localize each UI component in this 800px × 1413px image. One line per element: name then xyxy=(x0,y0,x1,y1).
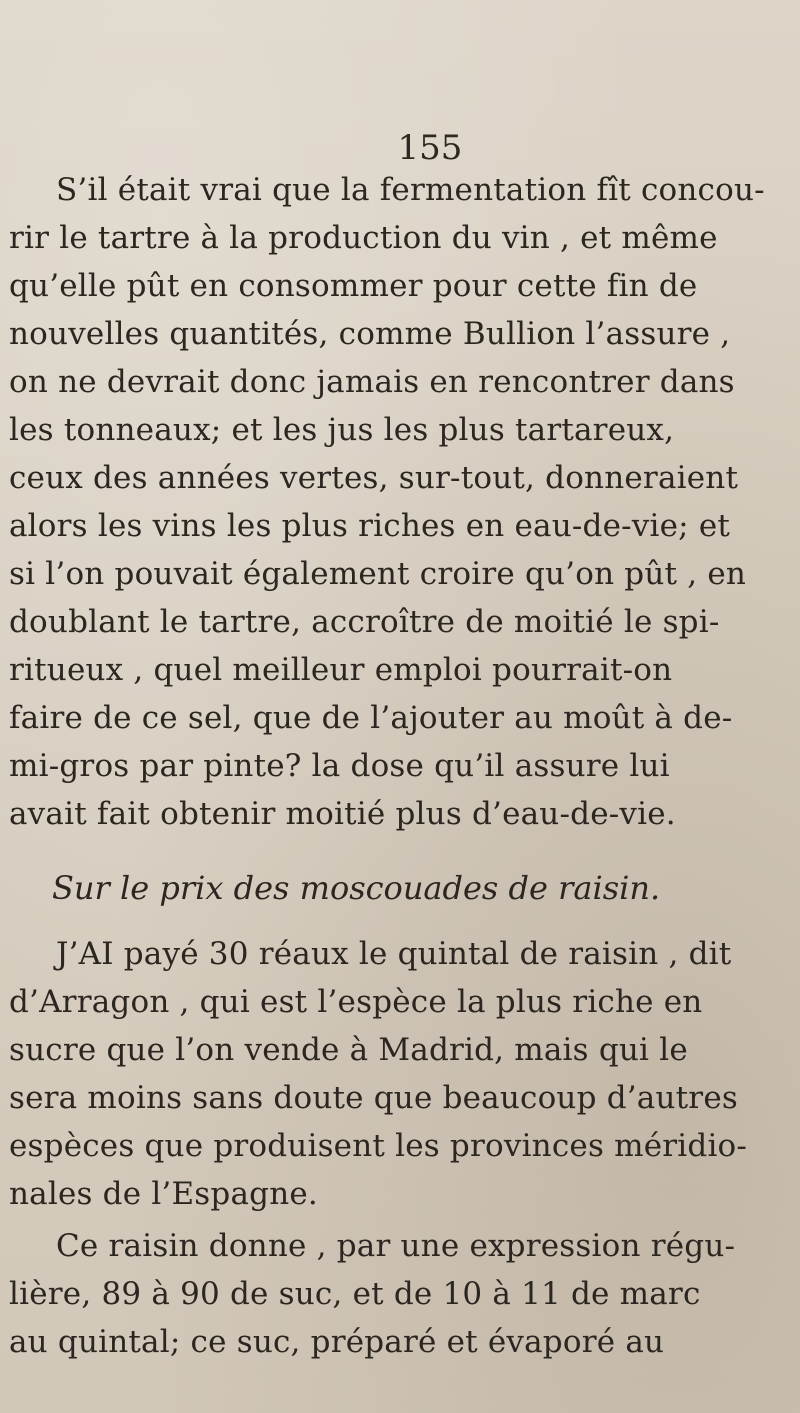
text-line: sera moins sans doute que beaucoup d’autres xyxy=(9,1080,738,1116)
text-line: on ne devrait donc jamais en rencontrer dans xyxy=(9,364,735,400)
text-line: S’il était vrai que la fermentation fît concou- xyxy=(56,172,765,208)
text-line: nouvelles quantités, comme Bullion l’assure , xyxy=(9,316,731,352)
text-line: doublant le tartre, accroître de moitié le spi- xyxy=(9,604,720,640)
page-number: 155 xyxy=(397,128,463,168)
text-line: faire de ce sel, que de l’ajouter au moût à de- xyxy=(9,700,733,736)
text-line: d’Arragon , qui est l’espèce la plus riche en xyxy=(9,984,703,1020)
text-line: espèces que produisent les provinces méridio- xyxy=(9,1128,748,1164)
text-line: qu’elle pût en consommer pour cette fin de xyxy=(9,268,698,304)
text-line: mi-gros par pinte? la dose qu’il assure lui xyxy=(9,748,670,784)
text-line: rir le tartre à la production du vin , et même xyxy=(9,220,718,256)
text-line: nales de l’Espagne. xyxy=(9,1176,318,1212)
text-line: alors les vins les plus riches en eau-de-vie; et xyxy=(9,508,731,544)
text-line: sucre que l’on vende à Madrid, mais qui le xyxy=(9,1032,688,1068)
section-heading: Sur le prix des moscouades de raisin. xyxy=(52,869,661,907)
text-line: les tonneaux; et les jus les plus tartareux, xyxy=(9,412,675,448)
text-line: ceux des années vertes, sur-tout, donneraient xyxy=(9,460,739,496)
text-line: ritueux , quel meilleur emploi pourrait-on xyxy=(9,652,673,688)
text-line: si l’on pouvait également croire qu’on pût , en xyxy=(9,556,747,592)
text-line: lière, 89 à 90 de suc, et de 10 à 11 de marc xyxy=(9,1276,701,1312)
text-line: Ce raisin donne , par une expression régu- xyxy=(56,1228,736,1264)
text-line: avait fait obtenir moitié plus d’eau-de-vie. xyxy=(9,796,676,832)
text-line: J’AI payé 30 réaux le quintal de raisin , dit xyxy=(56,936,732,972)
text-line: au quintal; ce suc, préparé et évaporé au xyxy=(9,1324,665,1360)
